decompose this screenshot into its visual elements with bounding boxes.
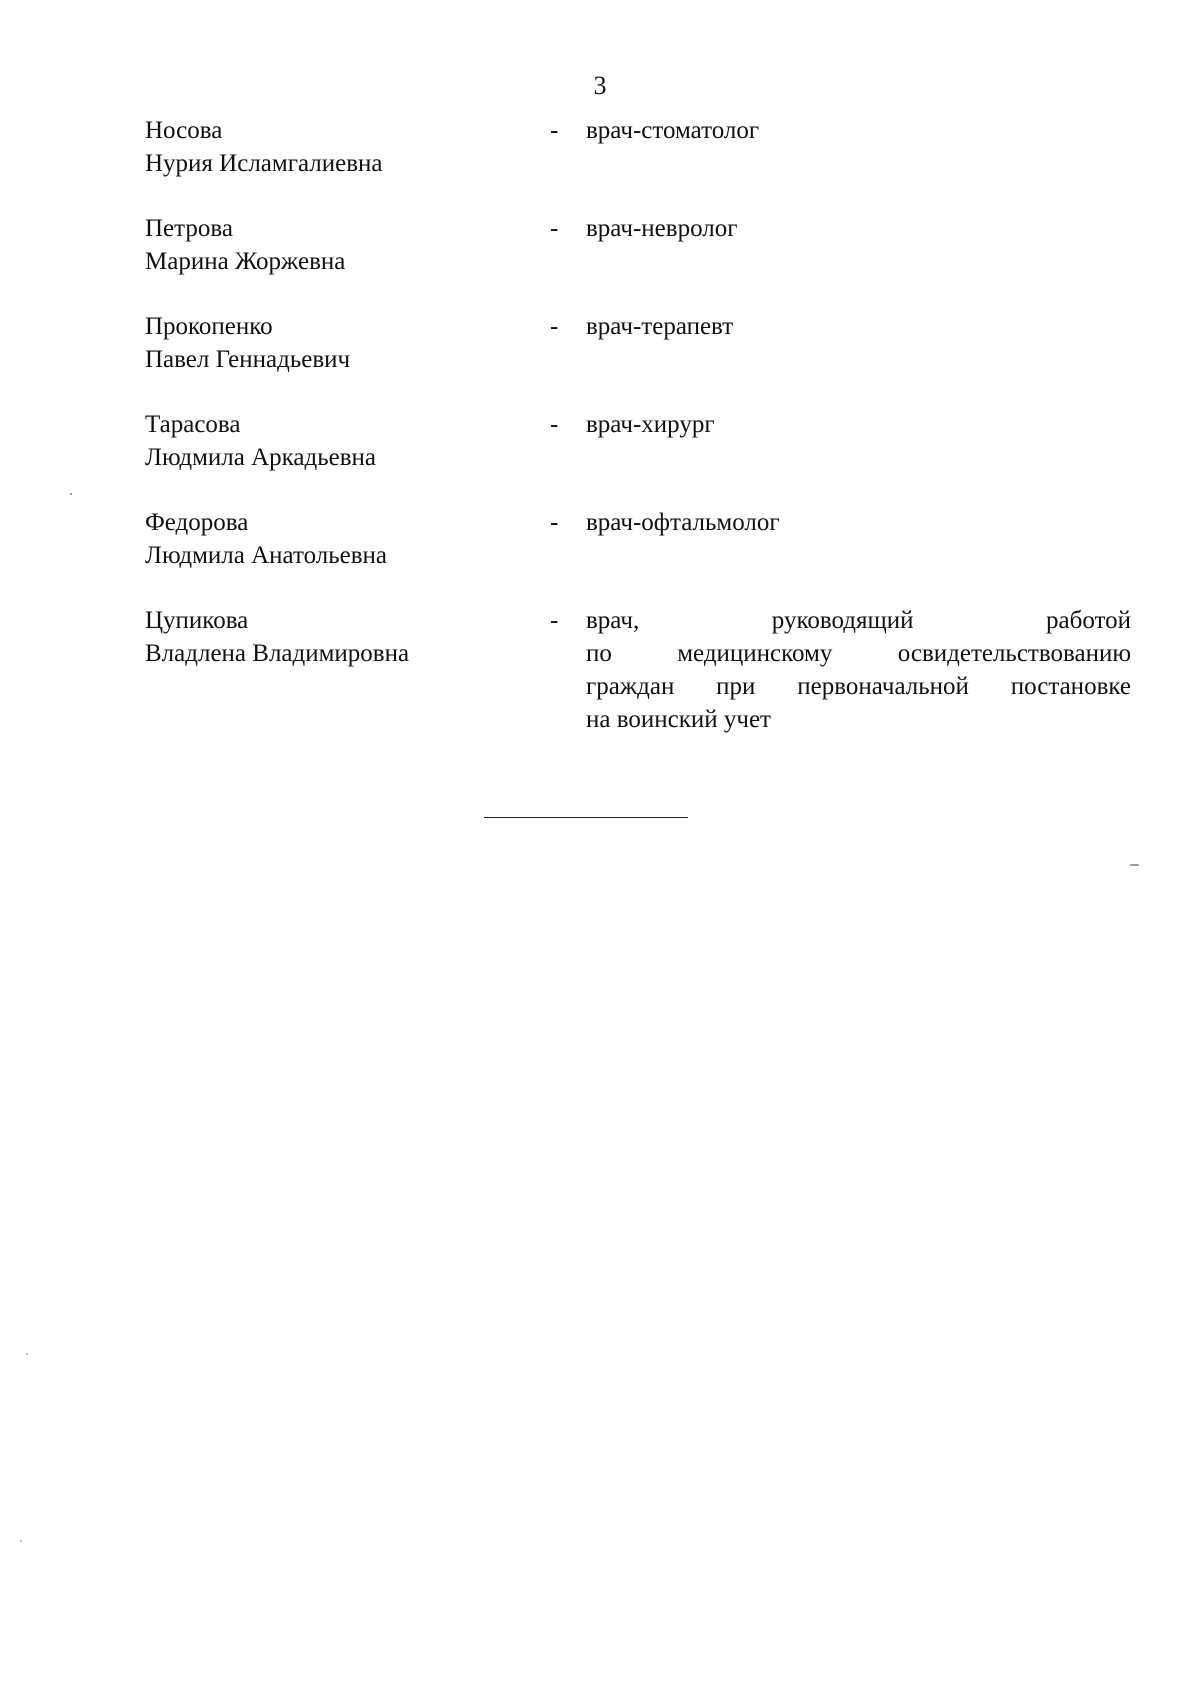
entry-dash: - [550,411,559,438]
staff-surname: Федорова [145,509,249,536]
staff-role-line: по медицинскому освидетельствованию [586,640,1131,667]
staff-role [586,310,1131,343]
staff-given-names: Павел Геннадьевич [145,346,351,373]
entry-dash: - [550,509,559,536]
staff-role [586,212,1131,245]
staff-name [145,212,535,278]
end-separator-line [484,817,688,818]
scan-speck [70,493,72,495]
staff-role-line: врач, руководящий работой [586,607,1131,634]
scan-speck [1130,864,1139,866]
staff-surname: Цупикова [145,607,249,634]
staff-role-line: граждан при первоначальной постановке [586,673,1131,700]
staff-surname: Носова [145,117,223,144]
staff-name [145,408,535,474]
staff-role [586,604,1131,736]
staff-role-line: врач-хирург [586,411,715,438]
staff-given-names: Людмила Аркадьевна [145,444,377,471]
staff-role [586,114,1131,147]
entry-dash: - [550,215,559,242]
staff-name [145,604,535,670]
staff-given-names: Нурия Исламгалиевна [145,150,383,177]
staff-name [145,114,535,180]
staff-role-line: на воинский учет [586,706,771,733]
scan-speck [20,1540,22,1542]
staff-name [145,310,535,376]
staff-role-line: врач-стоматолог [586,117,760,144]
staff-role-line: врач-офтальмолог [586,509,780,536]
staff-given-names: Владлена Владимировна [145,640,410,667]
staff-role [586,408,1131,441]
entry-dash: - [550,117,559,144]
staff-given-names: Марина Жоржевна [145,248,346,275]
page-number: 3 [593,71,607,100]
entry-dash: - [550,313,559,340]
scan-speck [26,1353,28,1355]
staff-role-line: врач-терапевт [586,313,734,340]
staff-surname: Тарасова [145,411,241,438]
staff-given-names: Людмила Анатольевна [145,542,388,569]
staff-role-line: врач-невролог [586,215,738,242]
staff-surname: Петрова [145,215,233,242]
entry-dash: - [550,607,559,634]
staff-name [145,506,535,572]
staff-role [586,506,1131,539]
staff-surname: Прокопенко [145,313,273,340]
